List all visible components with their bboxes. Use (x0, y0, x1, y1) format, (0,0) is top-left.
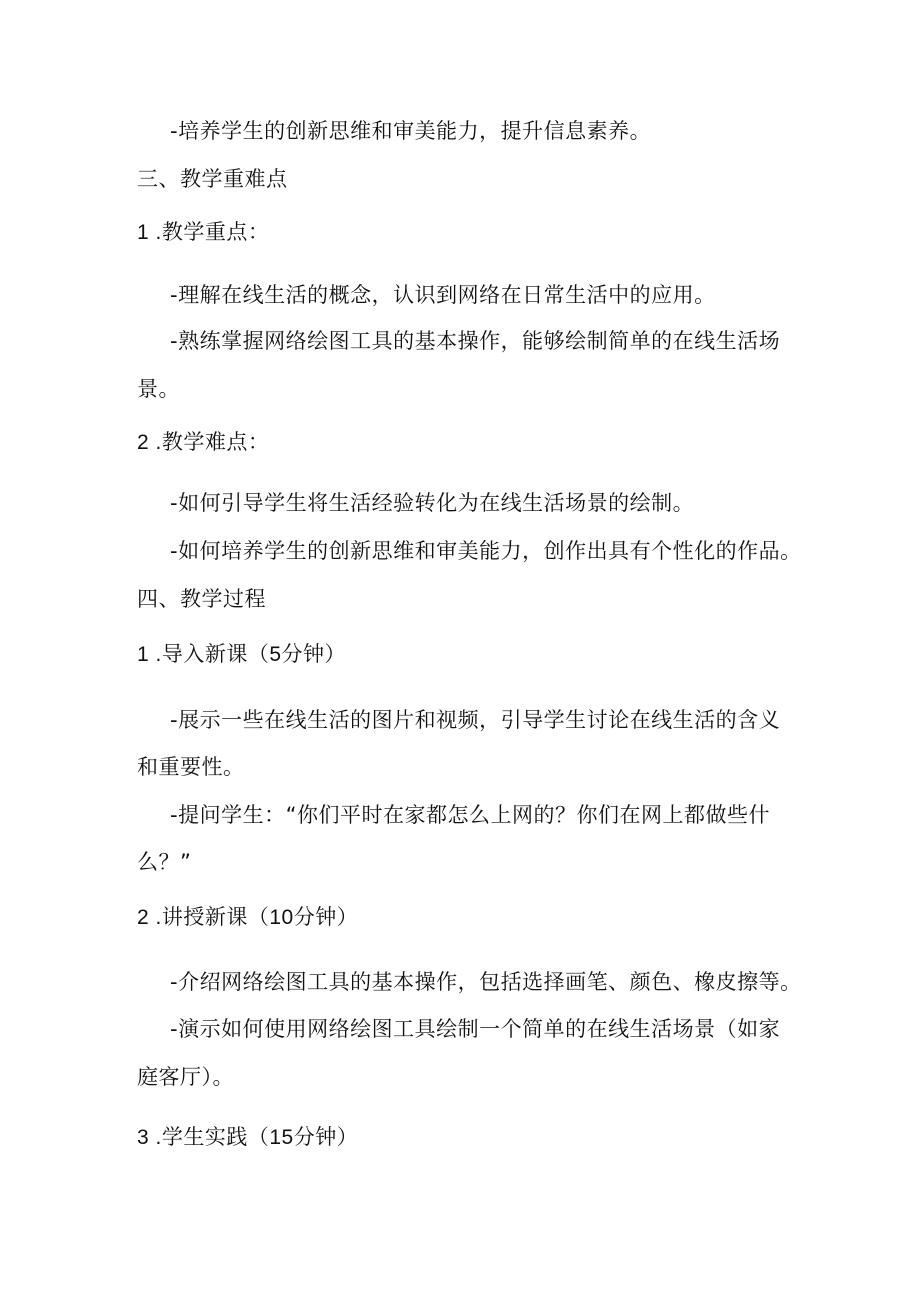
section-heading-key-difficult-points: 三、教学重难点 (137, 167, 288, 191)
subheading-new-lesson: 2 .讲授新课（10分钟） (137, 906, 359, 929)
key-point-line-continuation: 景。 (137, 377, 180, 401)
process-line-continuation: 么？” (137, 850, 192, 874)
subheading-student-practice: 3 .学生实践（15分钟） (137, 1126, 359, 1149)
objective-line: -培养学生的创新思维和审美能力，提升信息素养。 (170, 119, 652, 143)
difficult-point-line: -如何培养学生的创新思维和审美能力，创作出具有个性化的作品。 (170, 539, 802, 563)
process-line-continuation: 和重要性。 (137, 755, 245, 779)
process-line: -提问学生：“你们平时在家都怎么上网的？你们在网上都做些什 (170, 803, 770, 827)
subheading-difficult-points: 2 .教学难点： (137, 431, 270, 454)
subheading-key-points: 1 .教学重点： (137, 221, 270, 244)
difficult-point-line: -如何引导学生将生活经验转化为在线生活场景的绘制。 (170, 491, 695, 515)
process-line: -展示一些在线生活的图片和视频，引导学生讨论在线生活的含义 (170, 708, 781, 732)
section-heading-teaching-process: 四、教学过程 (137, 587, 266, 611)
process-line: -演示如何使用网络绘图工具绘制一个简单的在线生活场景（如家 (170, 1017, 781, 1041)
subheading-introduction: 1 .导入新课（5分钟） (137, 643, 347, 666)
key-point-line: -熟练掌握网络绘图工具的基本操作，能够绘制简单的在线生活场 (170, 329, 781, 353)
process-line-continuation: 庭客厅）。 (137, 1065, 234, 1089)
process-line: -介绍网络绘图工具的基本操作，包括选择画笔、颜色、橡皮擦等。 (170, 970, 802, 994)
key-point-line: -理解在线生活的概念，认识到网络在日常生活中的应用。 (170, 283, 716, 307)
